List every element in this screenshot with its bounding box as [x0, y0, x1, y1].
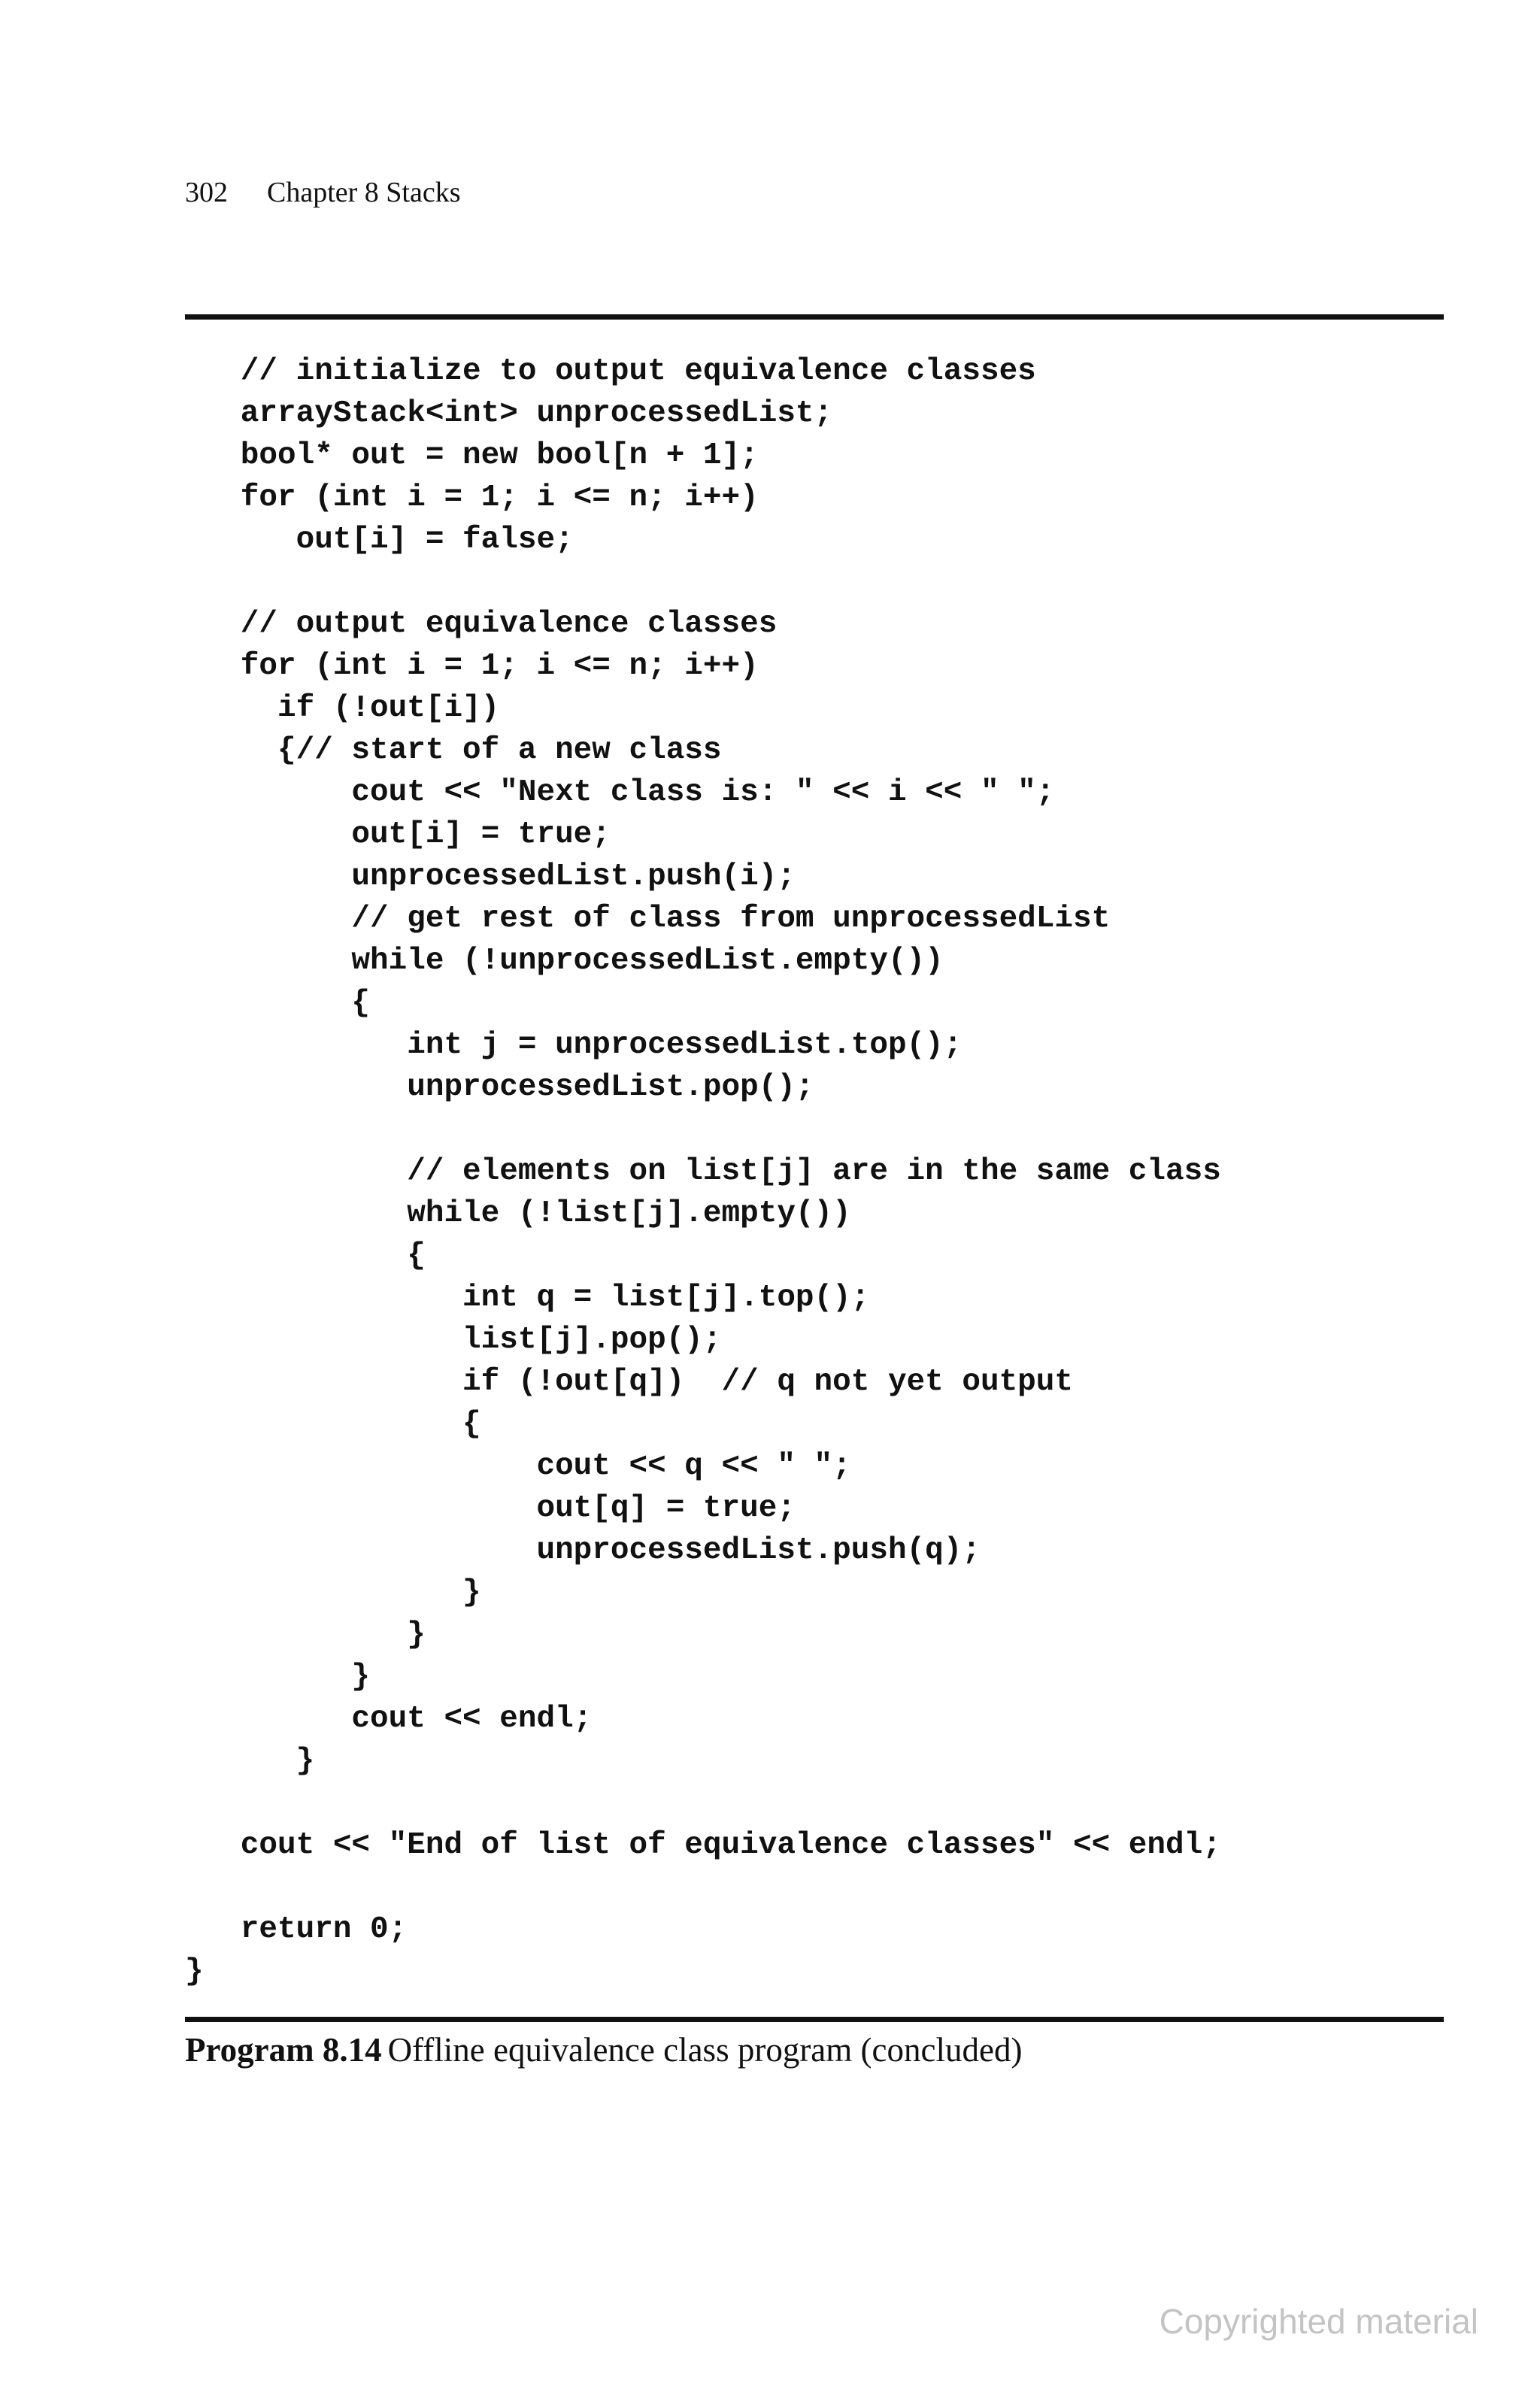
code-line: arrayStack<int> unprocessedList; [185, 396, 833, 431]
code-line: list[j].pop(); [185, 1323, 722, 1357]
code-line: cout << "End of list of equivalence classes" << endl; [185, 1828, 1221, 1863]
code-line: cout << q << " "; [185, 1449, 851, 1484]
caption-text: Offline equivalence class program (concluded) [387, 2031, 1023, 2069]
code-line: return 0; [185, 1912, 408, 1947]
code-line: for (int i = 1; i <= n; i++) [185, 649, 759, 684]
code-listing [185, 350, 1221, 1993]
code-line: out[i] = true; [185, 817, 611, 852]
code-line: // initialize to output equivalence classes [185, 354, 1036, 389]
code-line [185, 1782, 1221, 1824]
code-line: while (!unprocessedList.empty()) [185, 944, 944, 978]
code-line: // elements on list[j] are in the same class [185, 1154, 1221, 1189]
code-line: int j = unprocessedList.top(); [185, 1028, 962, 1063]
code-line: unprocessedList.push(q); [185, 1533, 981, 1568]
page-number: 302 [185, 177, 228, 208]
caption-label: Program 8.14 [185, 2031, 382, 2069]
code-line: // output equivalence classes [185, 607, 778, 641]
code-line: bool* out = new bool[n + 1]; [185, 438, 759, 473]
code-line: if (!out[q]) // q not yet output [185, 1365, 1073, 1399]
code-line: { [185, 1238, 426, 1273]
code-line: } [185, 1575, 481, 1610]
code-line [185, 561, 1221, 603]
code-line: } [185, 1617, 426, 1652]
code-line [185, 1108, 1221, 1151]
code-line: for (int i = 1; i <= n; i++) [185, 481, 759, 515]
code-line: } [185, 1744, 315, 1778]
bottom-rule [185, 2017, 1444, 2022]
program-caption [185, 2030, 1022, 2069]
code-line: { [185, 986, 371, 1020]
code-line [185, 1866, 1221, 1908]
code-line: } [185, 1660, 371, 1694]
code-line: int q = list[j].top(); [185, 1281, 870, 1315]
code-line: unprocessedList.pop(); [185, 1070, 814, 1105]
code-line: unprocessedList.push(i); [185, 859, 796, 894]
code-line: cout << "Next class is: " << i << " "; [185, 775, 1055, 810]
top-rule [185, 314, 1444, 320]
code-line: cout << endl; [185, 1702, 593, 1736]
code-line: out[q] = true; [185, 1491, 796, 1526]
code-line: out[i] = false; [185, 523, 574, 557]
code-line: { [185, 1407, 481, 1442]
code-line: if (!out[i]) [185, 691, 500, 726]
code-line: while (!list[j].empty()) [185, 1196, 851, 1231]
code-line: // get rest of class from unprocessedList [185, 902, 1111, 936]
copyright-watermark: Copyrighted material [1159, 2302, 1478, 2341]
running-header [185, 176, 461, 209]
chapter-title: Chapter 8 Stacks [267, 177, 461, 208]
code-line: } [185, 1954, 204, 1989]
code-line: {// start of a new class [185, 733, 722, 768]
